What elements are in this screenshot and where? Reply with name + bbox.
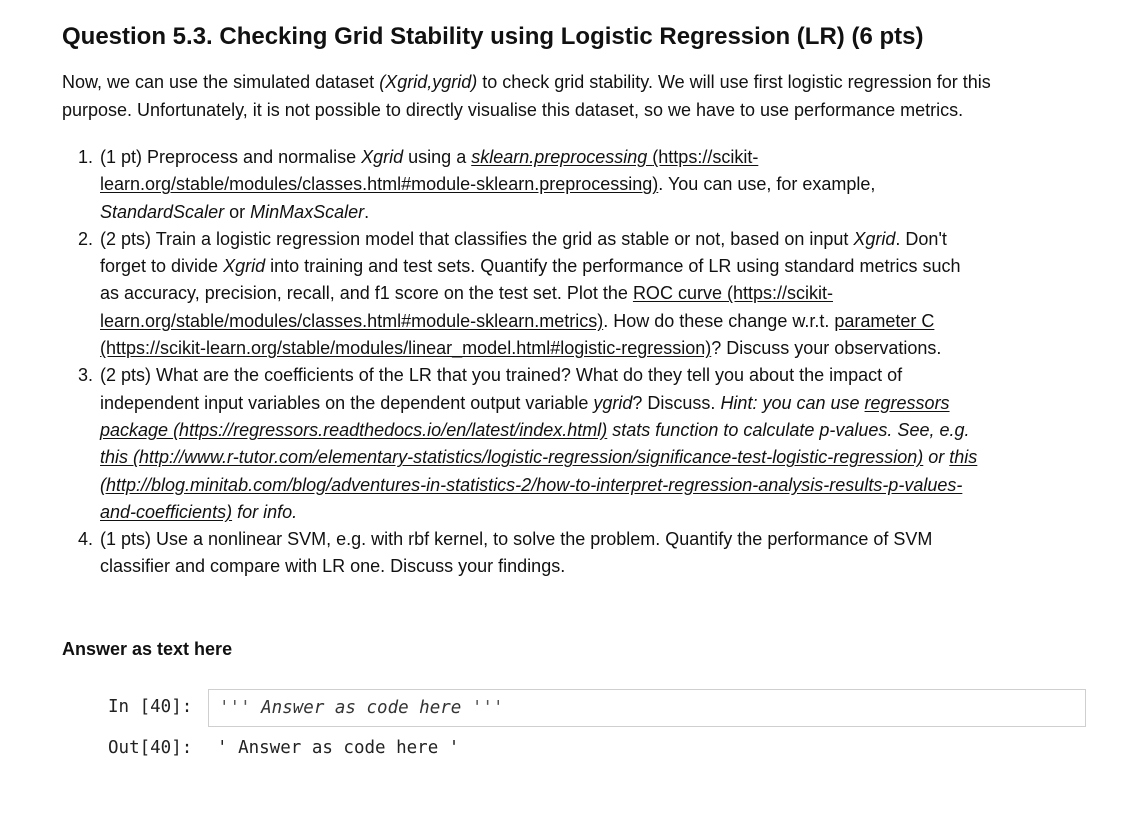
code-editor[interactable] <box>208 689 1086 727</box>
answer-text-cell[interactable]: Answer as text here <box>62 639 233 659</box>
sklearn-preprocessing-url-cont[interactable]: learn.org/stable/modules/classes.html#module-sklearn.preprocessing) <box>100 174 659 195</box>
list-item-4: 4. (1 pts) Use a nonlinear SVM, e.g. with rbf kernel, to solve the problem. Quantify the performance of SVM classifier and compare with LR one. Discuss your findings. <box>62 526 977 581</box>
intro-paragraph <box>62 69 1072 124</box>
sklearn-preprocessing-url[interactable]: (https://scikit- <box>652 147 759 167</box>
intro-line-2: purpose. Unfortunately, it is not possible to directly visualise this dataset, so we have to use performance metrics. <box>62 99 964 120</box>
list-number: 1. <box>78 147 94 167</box>
minitab-url-cont[interactable]: and-coefficients) <box>100 501 233 522</box>
code-cell <box>0 689 1134 728</box>
input-prompt: In [40]: <box>108 697 193 717</box>
roc-curve-url-cont[interactable]: learn.org/stable/modules/classes.html#module-sklearn.metrics) <box>100 310 604 331</box>
r-tutor-url[interactable]: (http://www.r-tutor.com/elementary-statistics/logistic-regression/significance-test-logistic-regression) <box>133 447 924 468</box>
list-item-1: 1. (1 pt) Preprocess and normalise Xgrid using a sklearn.preprocessing (https://scikit- learn.org/stable/modules/classes.html#module-sklearn.preprocessing). You can use, for example, StandardScaler or MinMaxScaler. <box>62 144 977 226</box>
list-number: 2. <box>78 228 94 249</box>
roc-curve-url[interactable]: (https://scikit- <box>726 283 833 304</box>
parameter-c-link[interactable]: parameter C <box>834 310 935 331</box>
regressors-link[interactable]: regressors <box>864 392 950 413</box>
list-item-2: 2. (2 pts) Train a logistic regression model that classifies the grid as stable or not, based on input Xgrid. Don't forget to divide Xgrid into training and test sets. Quantify the performance of LR using standard metrics such as accuracy, precision, recall, and f1 score on the test set. Plot the ROC curve (https://scikit- learn.org/stable/modules/classes.html#module-sklearn.metrics). How do these change w.r.t. parameter C (https://scikit-learn.org/stable/modules/linear_model.html#logistic-regression)? Discuss your observations. <box>62 226 977 362</box>
minitab-link[interactable]: this <box>949 447 978 468</box>
intro-line-1: Now, we can use the simulated dataset (Xgrid,ygrid) to check grid stability. We will use first logistic regression for this <box>62 72 991 92</box>
regressors-url[interactable]: (https://regressors.readthedocs.io/en/latest/index.html) <box>173 419 608 440</box>
code-text[interactable]: ''' Answer as code here ''' <box>219 698 504 718</box>
roc-curve-link[interactable]: ROC curve <box>632 283 727 304</box>
output-cell <box>0 735 1134 763</box>
list-number: 3. <box>78 365 94 386</box>
parameter-c-url[interactable]: (https://scikit-learn.org/stable/modules/linear_model.html#logistic-regression) <box>100 338 712 359</box>
hint-label: Hint: you can use <box>720 392 865 413</box>
list-item-3: 3. (2 pts) What are the coefficients of the LR that you trained? What do they tell you about the impact of independent input variables on the dependent output variable ygrid? Discuss. Hint: you can use regressors package (https://regressors.readthedocs.io/en/latest/index.html) stats function to calculate p-values. See, e.g. this (http://www.r-tutor.com/elementary-statistics/logistic-regression/significance-test-logistic-regression) or this (http://blog.minitab.com/blog/adventures-in-statistics-2/how-to-interpret-regression-analysis-results-p-values- and-coefficients) for info. <box>62 362 977 526</box>
question-title: Question 5.3. Checking Grid Stability using Logistic Regression (LR) (6 pts) <box>62 23 924 50</box>
output-prompt: Out[40]: <box>108 738 193 758</box>
r-tutor-link[interactable]: this <box>100 447 134 468</box>
minitab-url[interactable]: (http://blog.minitab.com/blog/adventures-in-statistics-2/how-to-interpret-regression-analysis-results-p-values- <box>100 474 963 495</box>
question-list <box>62 144 977 581</box>
regressors-package-link[interactable]: package <box>100 419 174 440</box>
list-number: 4. <box>78 529 94 550</box>
dataset-name: (Xgrid,ygrid) <box>379 72 478 92</box>
output-text: ' Answer as code here ' <box>217 738 460 758</box>
sklearn-preprocessing-link[interactable]: sklearn.preprocessing <box>471 147 653 167</box>
